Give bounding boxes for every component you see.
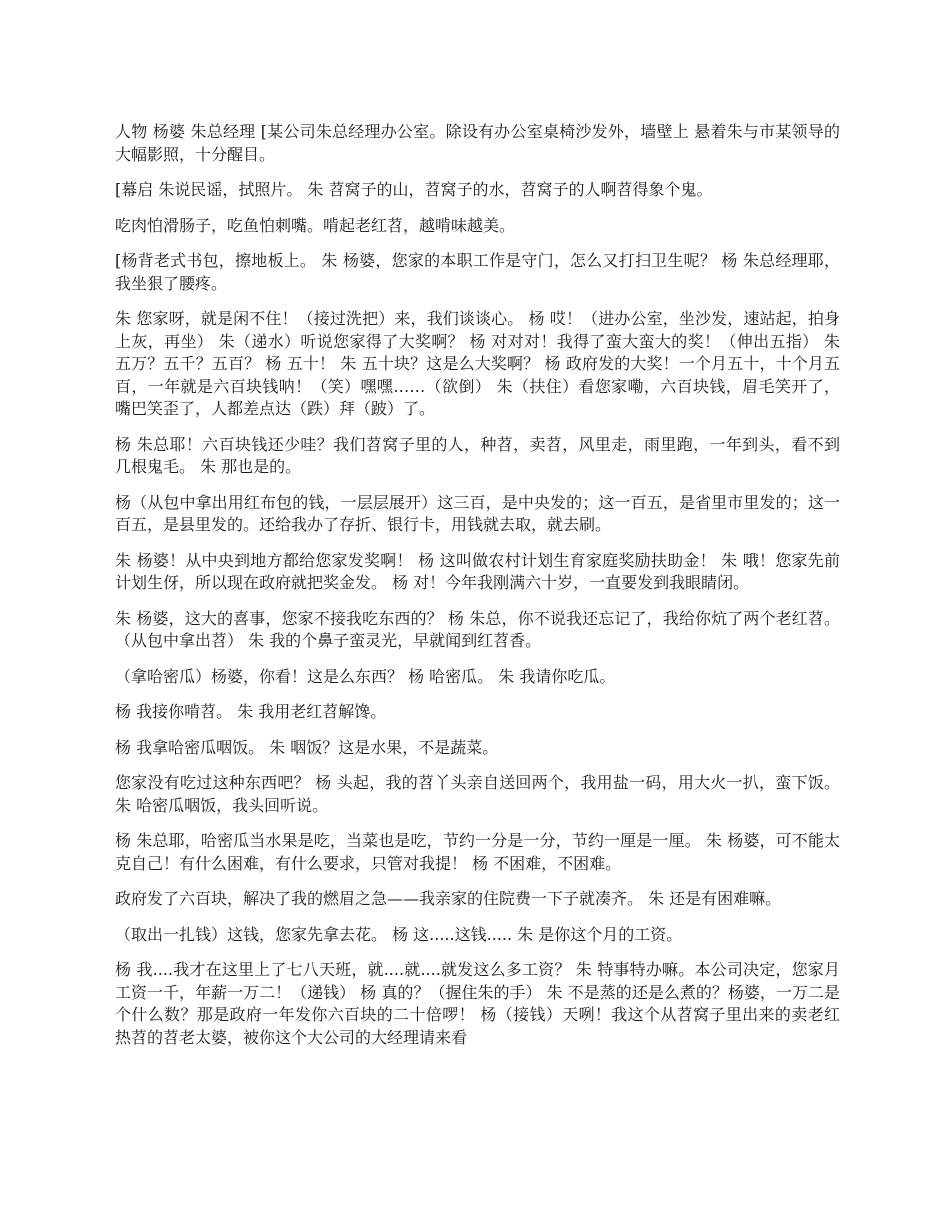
paragraph-melon-with-rice: 杨 我拿哈密瓜咽饭。 朱 咽饭？这是水果，不是蔬菜。 — [115, 737, 499, 757]
paragraph-hami-melon: （拿哈密瓜）杨婆，你看！这是么东西？ 杨 哈密瓜。 朱 我请你吃瓜。 — [115, 666, 616, 686]
paragraph-wages: （取出一扎钱）这钱，您家先拿去花。 杨 这.....这钱..... 朱 是你这个月的工资。 — [115, 924, 683, 944]
paragraph-sweet-potato-gift: 朱 杨婆，这大的喜事，您家不接我吃东西的？ 杨 朱总，你不说我还忘记了，我给你炕了两个老红苕。（从包中拿出苕） 朱 我的个鼻子蛮灵光，早就闻到红苕香。 — [115, 608, 840, 650]
paragraph-six-hundred: 杨 朱总耶！六百块钱还少哇？我们苕窝子里的人，种苕，卖苕，风里走，雨里跑，一年到头，看不到几根鬼毛。 朱 那也是的。 — [115, 434, 840, 476]
document-page — [115, 121, 840, 1062]
paragraph-frugality: 杨 朱总耶，哈密瓜当水果是吃，当菜也是吃，节约一分是一分，节约一厘是一厘。 朱 杨婆，可不能太克自己！有什么困难，有什么要求，只管对我提！ 杨 不困难，不困难。 — [115, 831, 840, 873]
paragraph-award-talk: 朱 您家呀，就是闲不住！（接过洗把）来，我们谈谈心。 杨 哎！（进办公室，坐沙发，速站起，拍身上灰，再坐） 朱（递水）听说您家得了大奖啊？ 杨 对对对！我得了蛮大蛮大的奖！（伸出五指） 朱 五万？五千？五百？ 杨 五十！ 朱 五十块？这是么大奖啊？ 杨 政府发的大奖！一个月五十，十个月五百，一年就是六百块钱呐！（笑）嘿嘿……（欲倒） 朱（扶住）看您家嘞，六百块钱，眉毛笑开了，嘴巴笑歪了，人都差点达（跌）拜（跛）了。 — [115, 309, 840, 418]
paragraph-curtain-rise: [幕启 朱说民谣，拭照片。 朱 苕窝子的山，苕窝子的水，苕窝子的人啊苕得象个鬼。 — [115, 180, 713, 199]
paragraph-red-cloth-money: 杨（从包中拿出用红布包的钱，一层层展开）这三百，是中央发的；这一百五，是省里市里发的；这一百五，是县里发的。还给我办了存折、银行卡，用钱就去取，就去刷。 — [115, 492, 840, 534]
paragraph-yang-enters: [杨背老式书包，擦地板上。 朱 杨婆，您家的本职工作是守门，怎么又打扫卫生呢？ 杨 朱总经理耶，我坐狠了腰疼。 — [115, 251, 840, 293]
paragraph-subsidy-name: 朱 杨婆！从中央到地方都给您家发奖啊！ 杨 这叫做农村计划生育家庭奖励扶助金！ 朱 哦！您家先前计划生伢，所以现在政府就把奖金发。 杨 对！今年我刚满六十岁，一直要发到我眼睛闭。 — [115, 550, 840, 592]
paragraph-folk-rhyme: 吃肉怕滑肠子，吃鱼怕刺嘴。啃起老红苕，越啃味越美。 — [115, 215, 516, 235]
paragraph-hospital-fee: 政府发了六百块，解决了我的燃眉之急——我亲家的住院费一下子就凑齐。 朱 还是有困难嘛。 — [115, 889, 782, 908]
paragraph-eat-potato: 杨 我接你啃苕。 朱 我用老红苕解馋。 — [115, 702, 387, 721]
paragraph-never-eaten: 您家没有吃过这种东西吧？ 杨 头起，我的苕丫头亲自送回两个，我用盐一码，用大火一扒，蛮下饭。 朱 哈密瓜咽饭，我头回听说。 — [115, 773, 840, 815]
paragraph-annual-salary: 杨 我....我才在这里上了七八天班，就....就....就发这么多工资？ 朱 特事特办嘛。本公司决定，您家月工资一千，年薪一万二！（递钱） 杨 真的？（握住朱的手） 朱 不是蒸的还是么煮的？杨婆，一万二是个什么数？那是政府一年发你六百块的二十倍啰！ 杨（接钱）天咧！我这个从苕窝子里出来的卖老红热苕的苕老太婆，被你这个大公司的大经理请来看 — [115, 960, 840, 1047]
paragraph-cast-and-setting: 人物 杨婆 朱总经理 [某公司朱总经理办公室。除设有办公室桌椅沙发外，墙壁上 悬着朱与市某领导的大幅影照，十分醒目。 — [115, 122, 840, 164]
